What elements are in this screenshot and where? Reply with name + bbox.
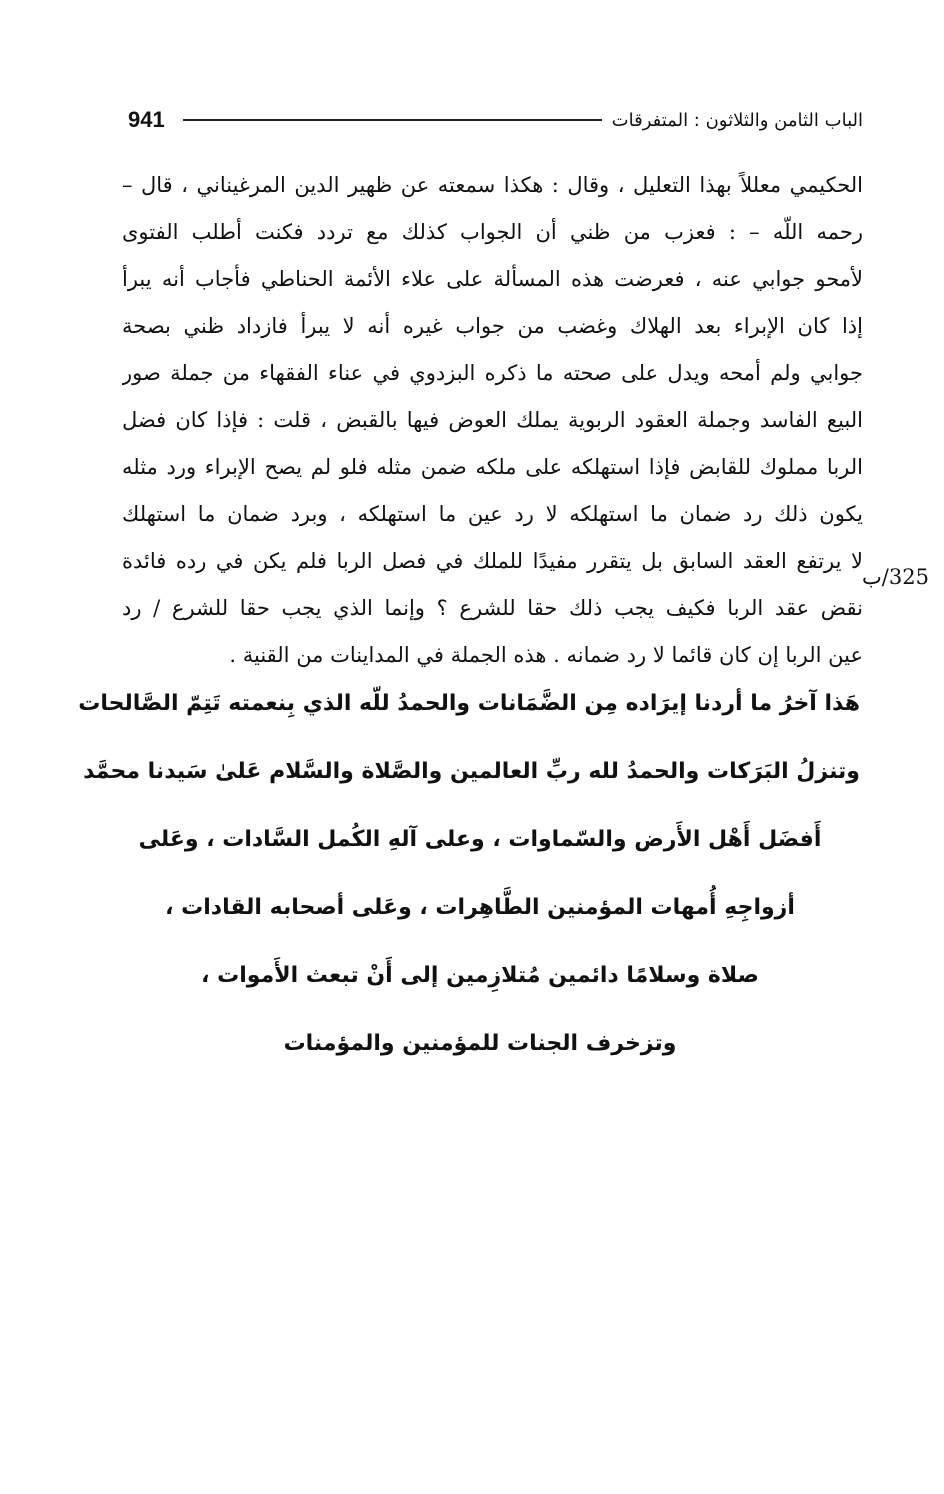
colophon-line: هَذا آخرُ ما أردنا إيرَاده مِن الضَّمَانات والحمدُ للّه الذي بِنعمته تَتِمّ الصَّالحات [78,691,860,716]
body-line: نقض عقد الربا فكيف يجب ذلك حقا للشرع ؟ وإنما الذي يجب حقا للشرع / رد [122,596,863,620]
body-line: يكون ذلك رد ضمان ما استهلكه لا رد عين ما استهلكه ، وبرد ضمان ما استهلك [122,502,863,526]
body-line: البيع الفاسد وجملة العقود الربوية يملك العوض فيها بالقبض ، قلت : فإذا كان فضل [122,408,863,432]
colophon-line: أَفضَل أَهْل الأَرض والسّماوات ، وعلى آلهِ الكُمل السَّادات ، وعَلى [138,827,822,852]
running-header [128,100,863,140]
body-line: لأمحو جوابي عنه ، فعرضت هذه المسألة على علاء الأئمة الحناطي فأجاب أنه يبرأ [122,267,863,291]
manuscript-folio-note: 325/ب [862,565,929,589]
colophon [78,670,860,1078]
body-line: عين الربا إن كان قائما لا رد ضمانه . هذه الجملة في المداينات من القنية . [229,643,863,667]
page-number: 941 [128,107,165,132]
colophon-line: أزواجِهِ أُمهات المؤمنين الطَّاهِرات ، وعَلى أصحابه القادات ، [165,895,795,920]
colophon-line: وتزخرف الجنات للمؤمنين والمؤمنات [283,1031,677,1056]
header-rule [183,119,602,121]
body-line: الحكيمي معللاً بهذا التعليل ، وقال : هكذا سمعته عن ظهير الدين المرغيناني ، قال – [122,173,863,197]
body-line: إذا كان الإبراء بعد الهلاك وغضب من جواب غيره أنه لا يبرأ فازداد ظني بصحة [122,314,863,338]
chapter-title: الباب الثامن والثلاثون : المتفرقات [611,109,863,131]
body-line: رحمه اللّه – : فعزب من ظني أن الجواب كذلك مع تردد فكنت أطلب الفتوى [122,220,863,244]
colophon-line: صلاة وسلامًا دائمين مُتلازِمين إلى أَنْ تبعث الأَموات ، [201,963,759,988]
body-text [122,162,863,679]
body-line: الربا مملوك للقابض فإذا استهلكه على ملكه ضمن مثله فلو لم يصح الإبراء ورد مثله [122,455,863,479]
body-line: جوابي ولم أمحه ويدل على صحته ما ذكره البزدوي في عناء الفقهاء من جملة صور [122,361,863,385]
colophon-line: وتنزلُ البَرَكات والحمدُ لله ربِّ العالمين والصَّلاة والسَّلام عَلىٰ سَيدنا محمَّد [83,759,860,784]
body-line: لا يرتفع العقد السابق بل يتقرر مفيدًا للملك في فصل الربا فلم يكن في رده فائدة [122,549,863,573]
